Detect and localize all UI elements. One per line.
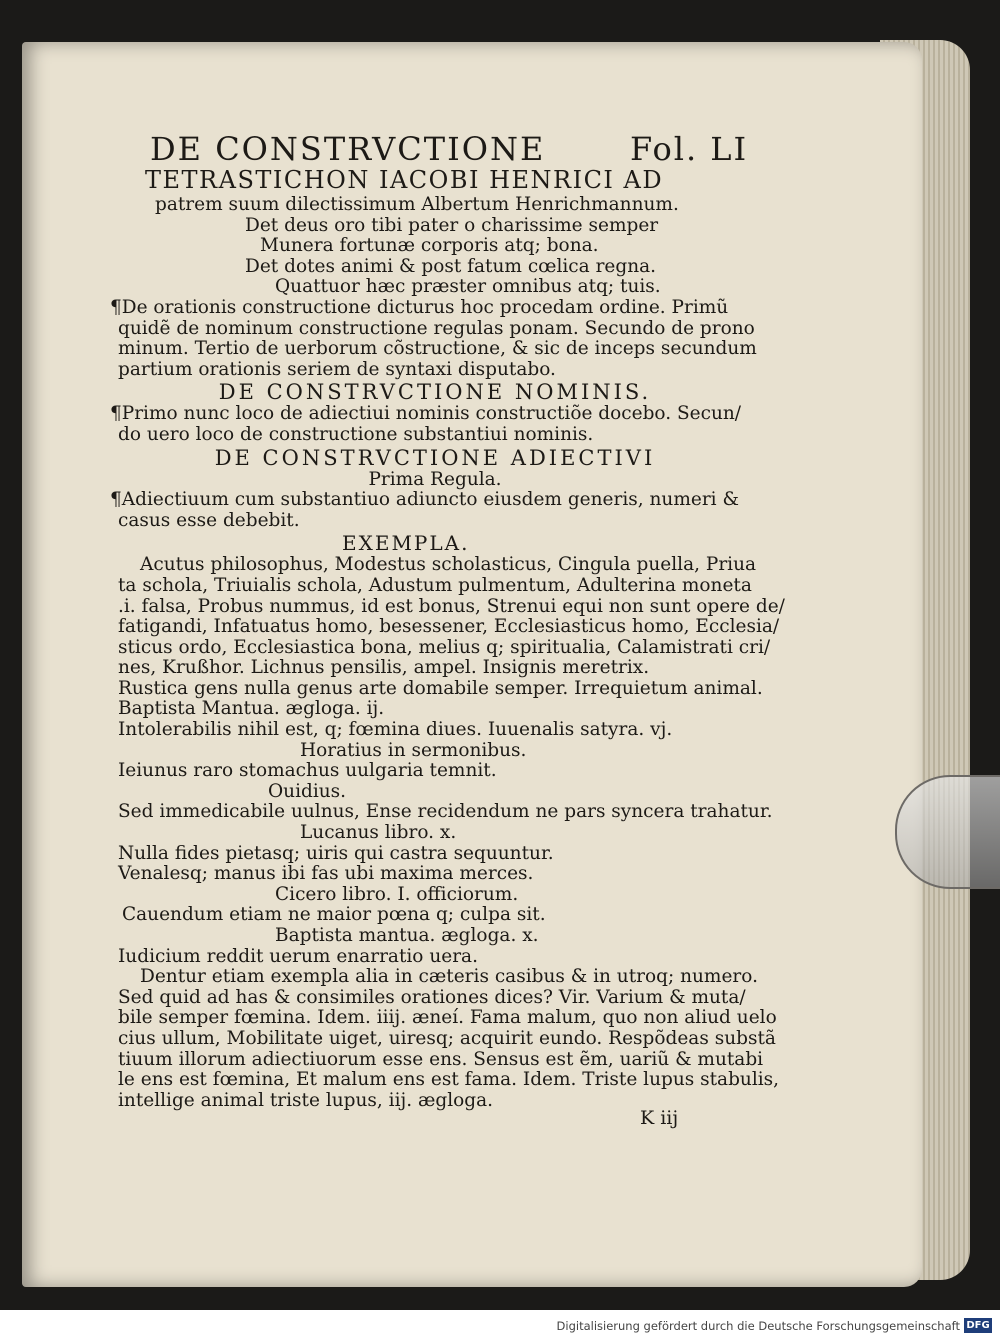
paragraph-line: quidẽ de nominum constructione regulas ponam. Secundo de prono: [118, 317, 755, 339]
example-line: sticus ordo, Ecclesiastica bona, melius q; spiritualia, Calamistrati cri/: [118, 636, 771, 658]
citation-line: Lucanus libro. x.: [300, 822, 457, 844]
dfg-logo-icon: DFG: [964, 1318, 992, 1333]
poem-dedication: patrem suum dilectissimum Albertum Henrichmannum.: [155, 194, 679, 215]
footer-bar: [0, 1313, 1000, 1341]
poem-title: TETRASTICHON IACOBI HENRICI AD: [145, 166, 664, 194]
example-line: Intolerabilis nihil est, q; fœmina diues. Iuuenalis satyra. vj.: [118, 719, 673, 741]
page-text: [110, 125, 785, 1111]
citation-line: Horatius in sermonibus.: [300, 739, 527, 761]
paragraph-line: Sed quid ad has & consimiles orationes dices? Vir. Varium & muta/: [118, 986, 746, 1008]
exempla-heading: EXEMPLA.: [342, 531, 470, 556]
poem-line: Det dotes animi & post fatum cœlica regna.: [245, 255, 657, 277]
poem-line: Det deus oro tibi pater o charissime semper: [245, 214, 659, 236]
example-line: Sed immedicabile uulnus, Ense recidendum ne pars syncera trahatur.: [118, 801, 773, 823]
example-line: ta schola, Triuialis schola, Adustum pulmentum, Adulterina moneta: [118, 574, 752, 596]
paragraph-line: minum. Tertio de uerborum cõstructione, & sic de inceps secundum: [118, 338, 757, 360]
paragraph-line: do uero loco de constructione substantiui nominis.: [118, 423, 594, 445]
example-line: Venalesq; manus ibi fas ubi maxima merces.: [118, 863, 534, 885]
citation-line: Ouidius.: [268, 780, 347, 802]
example-line: Rustica gens nulla genus arte domabile semper. Irrequietum animal.: [118, 677, 763, 699]
citation-line: Baptista mantua. æglogа. x.: [275, 925, 539, 946]
paragraph-line: cius ullum, Mobilitate uiget, uiresq; acquirit eundo. Respõdeas substã: [118, 1027, 776, 1049]
rule-heading: Prima Regula.: [368, 468, 502, 490]
example-line: Iudicium reddit uerum enarratio uera.: [118, 945, 478, 967]
paragraph-line: bile semper fœmina. Idem. iiij. æneí. Fama malum, quo non aliud uelo: [118, 1007, 777, 1029]
example-line: fatigandi, Infatuatus homo, besessener, Ecclesiasticus homo, Ecclesia/: [118, 616, 780, 638]
running-head-title: DE CONSTRVCTIONE: [150, 130, 546, 168]
paragraph-line: casus esse debebit.: [118, 509, 300, 531]
poem-line: Quattuor hæc præster omnibus atq; tuis.: [275, 276, 661, 298]
poem-line: Munera fortunæ corporis atq; bona.: [260, 235, 599, 257]
funding-credit: Digitalisierung gefördert durch die Deutsche Forschungsgemeinschaft: [556, 1319, 960, 1333]
example-line: Cauendum etiam ne maior pœna q; culpa sit.: [122, 904, 546, 926]
paragraph-line: intellige animal triste lupus, iij. æglogа.: [118, 1089, 494, 1111]
folio-number: Fol. LI: [630, 130, 749, 168]
paragraph-line: tiuum illorum adiectiuorum esse ens. Sensus est ẽm, uariũ & mutabi: [118, 1048, 764, 1070]
paragraph-line: Dentur etiam exempla alia in cæteris casibus & in utroq; numero.: [140, 966, 758, 988]
section-heading: DE CONSTRVCTIONE ADIECTIVI: [214, 445, 656, 470]
example-line: Ieiunus raro stomachus uulgaria temnit.: [118, 760, 497, 782]
paragraph-line: ¶De orationis constructione dicturus hoc procedam ordine. Primũ: [110, 296, 729, 318]
paragraph-line: ¶Adiectiuum cum substantiuo adiuncto eiusdem generis, numeri &: [110, 489, 739, 511]
example-line: nes, Krußhor. Lichnus pensilis, ampel. Insignis meretrix.: [118, 657, 650, 679]
running-head: [110, 125, 760, 168]
paragraph-line: ¶Primo nunc loco de adiectiui nominis constructiõe docebo. Secun/: [110, 403, 742, 425]
citation-line: Cicero libro. I. officiorum.: [275, 883, 519, 905]
catchword-signature: K iij: [640, 1107, 679, 1129]
paragraph-line: le ens est fœmina, Et malum ens est fama. Idem. Triste lupus stabulis,: [118, 1069, 780, 1091]
example-line: Nulla fides pietasq; uiris qui castra sequuntur.: [118, 842, 554, 864]
page-clip-icon: [895, 775, 1000, 889]
section-heading: DE CONSTRVCTIONE NOMINIS.: [218, 380, 652, 405]
example-line: .i. falsa, Probus nummus, id est bonus, Strenui equi non sunt opere de/: [118, 595, 785, 617]
example-line: Acutus philosophus, Modestus scholasticus, Cingula puella, Priua: [140, 554, 757, 576]
paragraph-line: partium orationis seriem de syntaxi disputabo.: [118, 358, 556, 380]
citation-line: Baptista Mantua. æglogа. ij.: [118, 698, 385, 720]
